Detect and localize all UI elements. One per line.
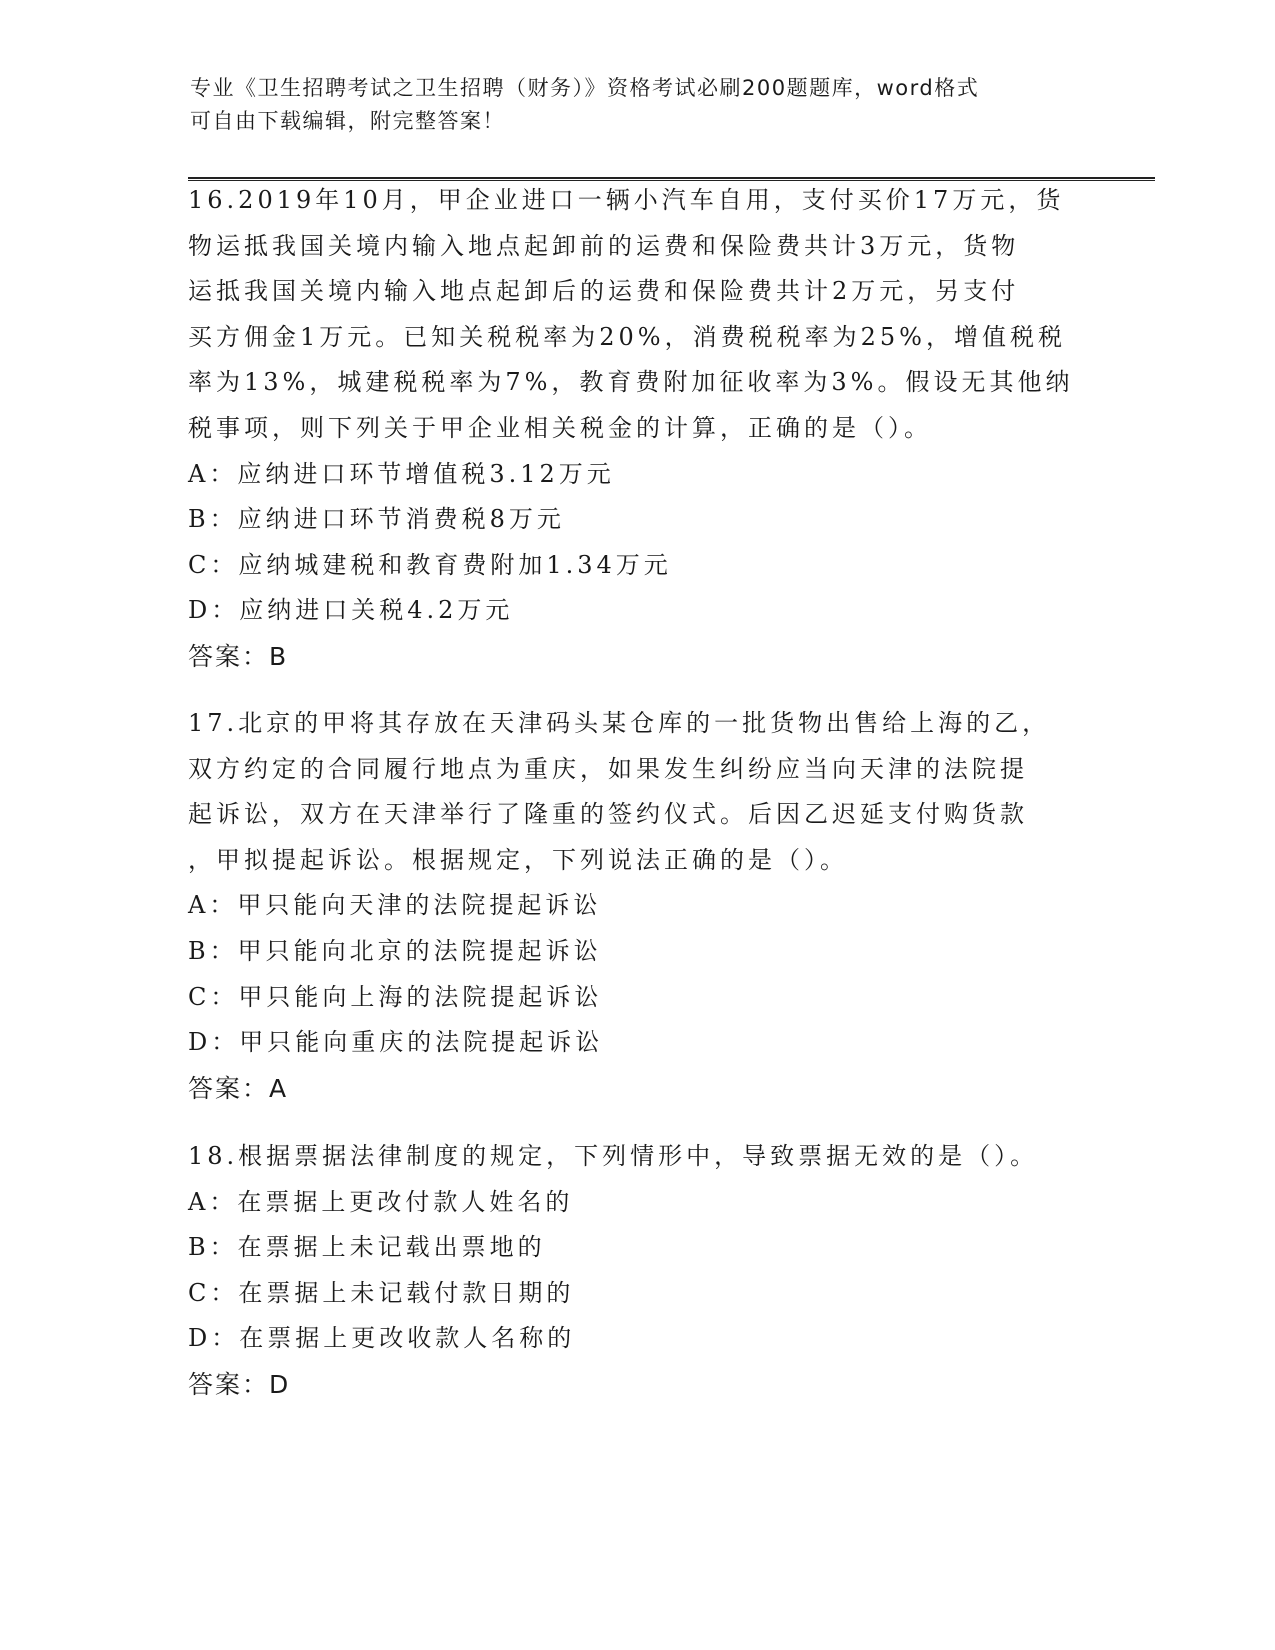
header-line: 可自由下载编辑，附完整答案！ (190, 109, 505, 133)
option-a: A：在票据上更改付款人姓名的 (188, 1187, 574, 1216)
question-text-line: 率为13%，城建税税率为7%，教育费附加征收率为3%。假设无其他纳 (188, 368, 1074, 397)
question-text-line: 双方约定的合同履行地点为重庆，如果发生纠纷应当向天津的法院提 (188, 754, 1028, 783)
answer-line: 答案：A (188, 1073, 289, 1103)
question-18 (188, 1134, 1088, 1408)
option-a: A：应纳进口环节增值税3.12万元 (188, 459, 615, 488)
question-text-line: ，甲拟提起诉讼。根据规定，下列说法正确的是（）。 (188, 845, 848, 874)
answer-line: 答案：D (188, 1369, 291, 1399)
question-text-line: 17.北京的甲将其存放在天津码头某仓库的一批货物出售给上海的乙， (188, 709, 1051, 737)
question-text-line: 运抵我国关境内输入地点起卸后的运费和保险费共计2万元，另支付 (188, 277, 1020, 306)
answer-line: 答案：B (188, 641, 289, 671)
option-a: A：甲只能向天津的法院提起诉讼 (188, 891, 602, 920)
option-b: B：应纳进口环节消费税8万元 (188, 505, 565, 534)
question-16 (188, 178, 1088, 680)
question-text-line: 税事项，则下列关于甲企业相关税金的计算，正确的是（）。 (188, 413, 932, 442)
question-17 (188, 701, 1088, 1111)
option-d: D：应纳进口关税4.2万元 (188, 596, 514, 625)
option-c: C：应纳城建税和教育费附加1.34万元 (188, 550, 672, 579)
option-b: B：在票据上未记载出票地的 (188, 1233, 546, 1262)
option-d: D：在票据上更改收款人名称的 (188, 1324, 576, 1353)
question-text-line: 16.2019年10月，甲企业进口一辆小汽车自用，支付买价17万元，货 (188, 186, 1065, 214)
question-text-line: 物运抵我国关境内输入地点起卸前的运费和保险费共计3万元，货物 (188, 231, 1020, 260)
option-c: C：在票据上未记载付款日期的 (188, 1278, 575, 1307)
question-text-line: 起诉讼，双方在天津举行了隆重的签约仪式。后因乙迟延支付购货款 (188, 800, 1028, 829)
question-text-line: 买方佣金1万元。已知关税税率为20%，消费税税率为25%，增值税税 (188, 322, 1066, 351)
question-text-line: 18.根据票据法律制度的规定，下列情形中，导致票据无效的是（）。 (188, 1142, 1039, 1170)
header-line: 专业《卫生招聘考试之卫生招聘（财务）》资格考试必刷200题题库，word格式 (190, 76, 980, 100)
option-b: B：甲只能向北京的法院提起诉讼 (188, 936, 602, 965)
option-c: C：甲只能向上海的法院提起诉讼 (188, 982, 603, 1011)
document-header (190, 72, 1070, 138)
option-d: D：甲只能向重庆的法院提起诉讼 (188, 1028, 604, 1057)
